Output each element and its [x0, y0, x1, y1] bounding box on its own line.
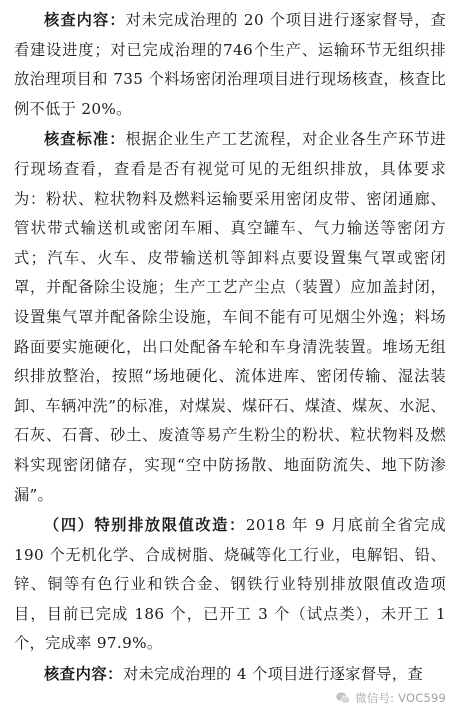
paragraph-check-content: [14, 6, 446, 124]
watermark-text: 微信号: VOC599: [355, 691, 446, 705]
paragraph-text: 2018 年 9 月底前全省完成 190 个无机化学、合成树脂、烧碱等化工行业，电解铝、铅、锌、铜等有色行业和铁合金、钢铁行业特别排放限值改造项目，目前已完成 186 个，已开工 3 个（试点类），未开工 1 个，完成率 97.9%。: [14, 516, 447, 653]
paragraph-lead: 核查标准：: [44, 130, 126, 149]
paragraph-special-emission-limit: [14, 511, 446, 659]
paragraph-check-standard: [14, 125, 446, 510]
paragraph-lead: 核查内容：: [44, 11, 126, 29]
wechat-watermark: [333, 689, 450, 707]
paragraph-text: 根据企业生产工艺流程，对企业各生产环节进行现场查看，查看是否有视觉可见的无组织排放，具体要求为：粉状、粒状物料及燃料运输要采用密闭皮带、密闭通廊、管状带式输送机或密闭车厢、真空罐车、气力输送等密闭方式；汽车、火车、皮带输送机等卸料点要设置集气罩或密闭罩，并配备除尘设施；生产工艺产尘点（装置）应加盖封闭，设置集气罩并配备除尘设施，车间不能有可见烟尘外逸；料场路面要实施硬化，出口处配备车轮和车身清洗装置。堆场无组织排放整治，按照“场地硬化、流体进库、密闭传输、湿法装卸、车辆冲洗”的标准，对煤炭、煤矸石、煤渣、煤灰、水泥、石灰、石膏、砂土、废渣等易产生粉尘的粉状、粒状物料及燃料实现密闭储存，实现“空中防扬散、地面防流失、地下防渗漏”。: [14, 130, 447, 504]
section-heading: （四）特别排放限值改造：: [44, 516, 246, 535]
paragraph-text: 对未完成治理的 20 个项目进行逐家督导，查看建设进度；对已完成治理的746个生产、运输环节无组织排放治理项目和 735 个料场密闭治理项目进行现场核查，核查比例不低于 20%。: [14, 11, 447, 118]
paragraph-lead: 核查内容：: [44, 665, 123, 684]
wechat-icon: [335, 690, 351, 706]
paragraph-check-content-2: [14, 660, 446, 690]
paragraph-text: 对未完成治理的 4 个项目进行逐家督导，查: [122, 665, 423, 684]
